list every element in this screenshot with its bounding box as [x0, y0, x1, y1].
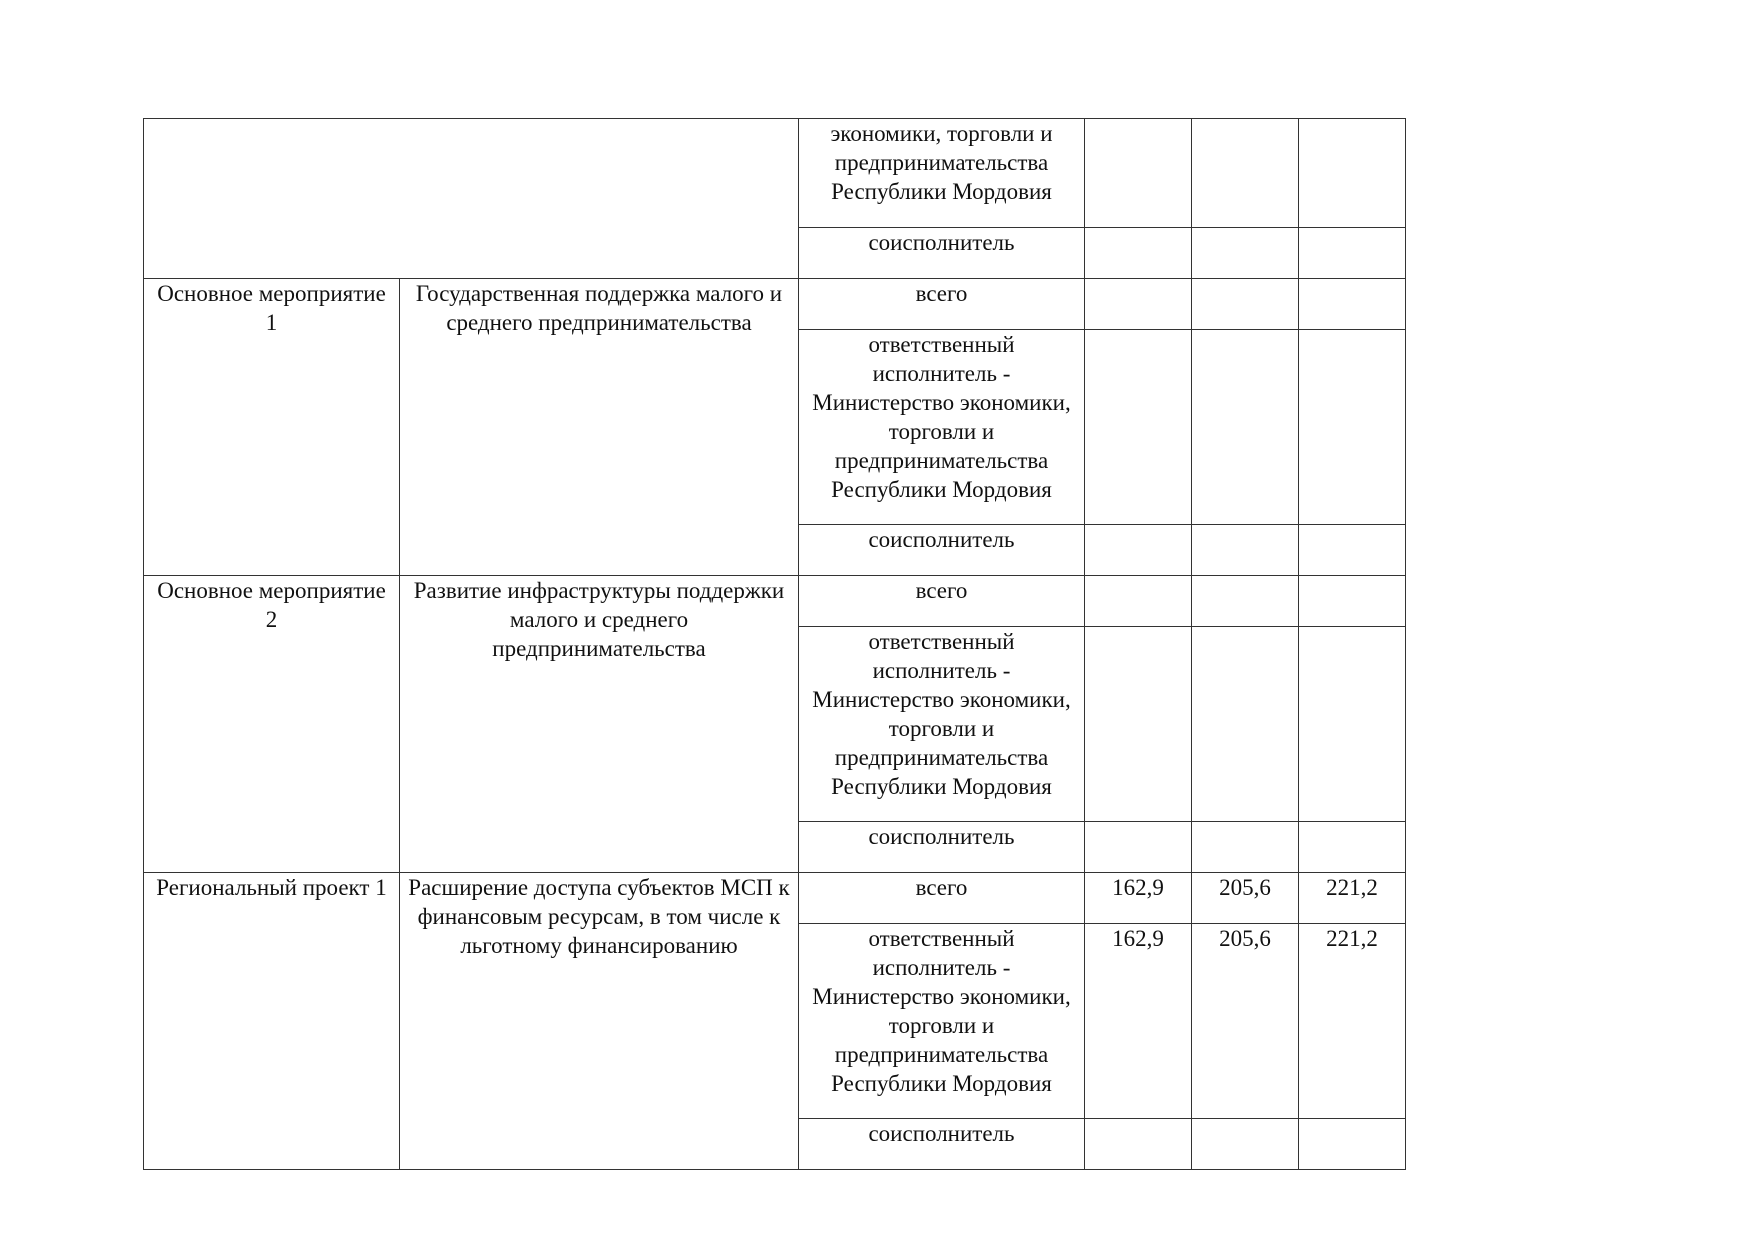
table-row [144, 576, 1406, 627]
value-cell [1299, 525, 1406, 576]
value-cell [1192, 627, 1299, 822]
coexecutor-cell: соисполнитель [799, 228, 1085, 279]
row-label-cell: всего [799, 576, 1085, 627]
value-cell [1085, 627, 1192, 822]
value-cell [1085, 330, 1192, 525]
value-cell [1085, 279, 1192, 330]
row-label-cell: соисполнитель [799, 525, 1085, 576]
value-cell: 221,2 [1299, 924, 1406, 1119]
activity-name-cell: Государственная поддержка малого и среднего предпринимательства [400, 279, 799, 576]
value-cell [1192, 525, 1299, 576]
value-cell: 205,6 [1192, 924, 1299, 1119]
activity-type-cell: Основное мероприятие 1 [144, 279, 400, 576]
value-cell [1192, 119, 1299, 228]
row-label-cell: соисполнитель [799, 822, 1085, 873]
activity-type-cell: Основное мероприятие 2 [144, 576, 400, 873]
value-cell [1299, 822, 1406, 873]
activity-name-cell: Расширение доступа субъектов МСП к финансовым ресурсам, в том числе к льготному финансированию [400, 873, 799, 1170]
row-label-cell: всего [799, 279, 1085, 330]
row-label-cell: всего [799, 873, 1085, 924]
value-cell [1192, 279, 1299, 330]
value-cell [1299, 576, 1406, 627]
value-cell [1299, 627, 1406, 822]
activity-name-cell: Развитие инфраструктуры поддержки малого и среднего предпринимательства [400, 576, 799, 873]
value-cell [1192, 822, 1299, 873]
blank-merged-cell [144, 119, 799, 279]
table-row [144, 279, 1406, 330]
value-cell [1299, 1119, 1406, 1170]
value-cell: 205,6 [1192, 873, 1299, 924]
value-cell [1299, 228, 1406, 279]
row-label-cell: ответственный исполнитель - Министерство экономики, торговли и предпринимательства Республики Мордовия [799, 627, 1085, 822]
value-cell: 221,2 [1299, 873, 1406, 924]
value-cell [1085, 576, 1192, 627]
funding-table [143, 118, 1406, 1170]
activity-type-cell: Региональный проект 1 [144, 873, 400, 1170]
executor-cell: экономики, торговли и предпринимательства Республики Мордовия [799, 119, 1085, 228]
value-cell [1192, 1119, 1299, 1170]
row-label-cell: ответственный исполнитель - Министерство экономики, торговли и предпринимательства Республики Мордовия [799, 924, 1085, 1119]
value-cell [1299, 119, 1406, 228]
table-row [144, 873, 1406, 924]
value-cell [1085, 525, 1192, 576]
value-cell [1085, 1119, 1192, 1170]
value-cell [1085, 228, 1192, 279]
value-cell [1299, 330, 1406, 525]
table-row [144, 119, 1406, 228]
value-cell [1299, 279, 1406, 330]
value-cell: 162,9 [1085, 873, 1192, 924]
value-cell [1085, 119, 1192, 228]
value-cell [1085, 822, 1192, 873]
row-label-cell: ответственный исполнитель - Министерство экономики, торговли и предпринимательства Республики Мордовия [799, 330, 1085, 525]
value-cell [1192, 228, 1299, 279]
value-cell [1192, 330, 1299, 525]
value-cell: 162,9 [1085, 924, 1192, 1119]
value-cell [1192, 576, 1299, 627]
row-label-cell: соисполнитель [799, 1119, 1085, 1170]
